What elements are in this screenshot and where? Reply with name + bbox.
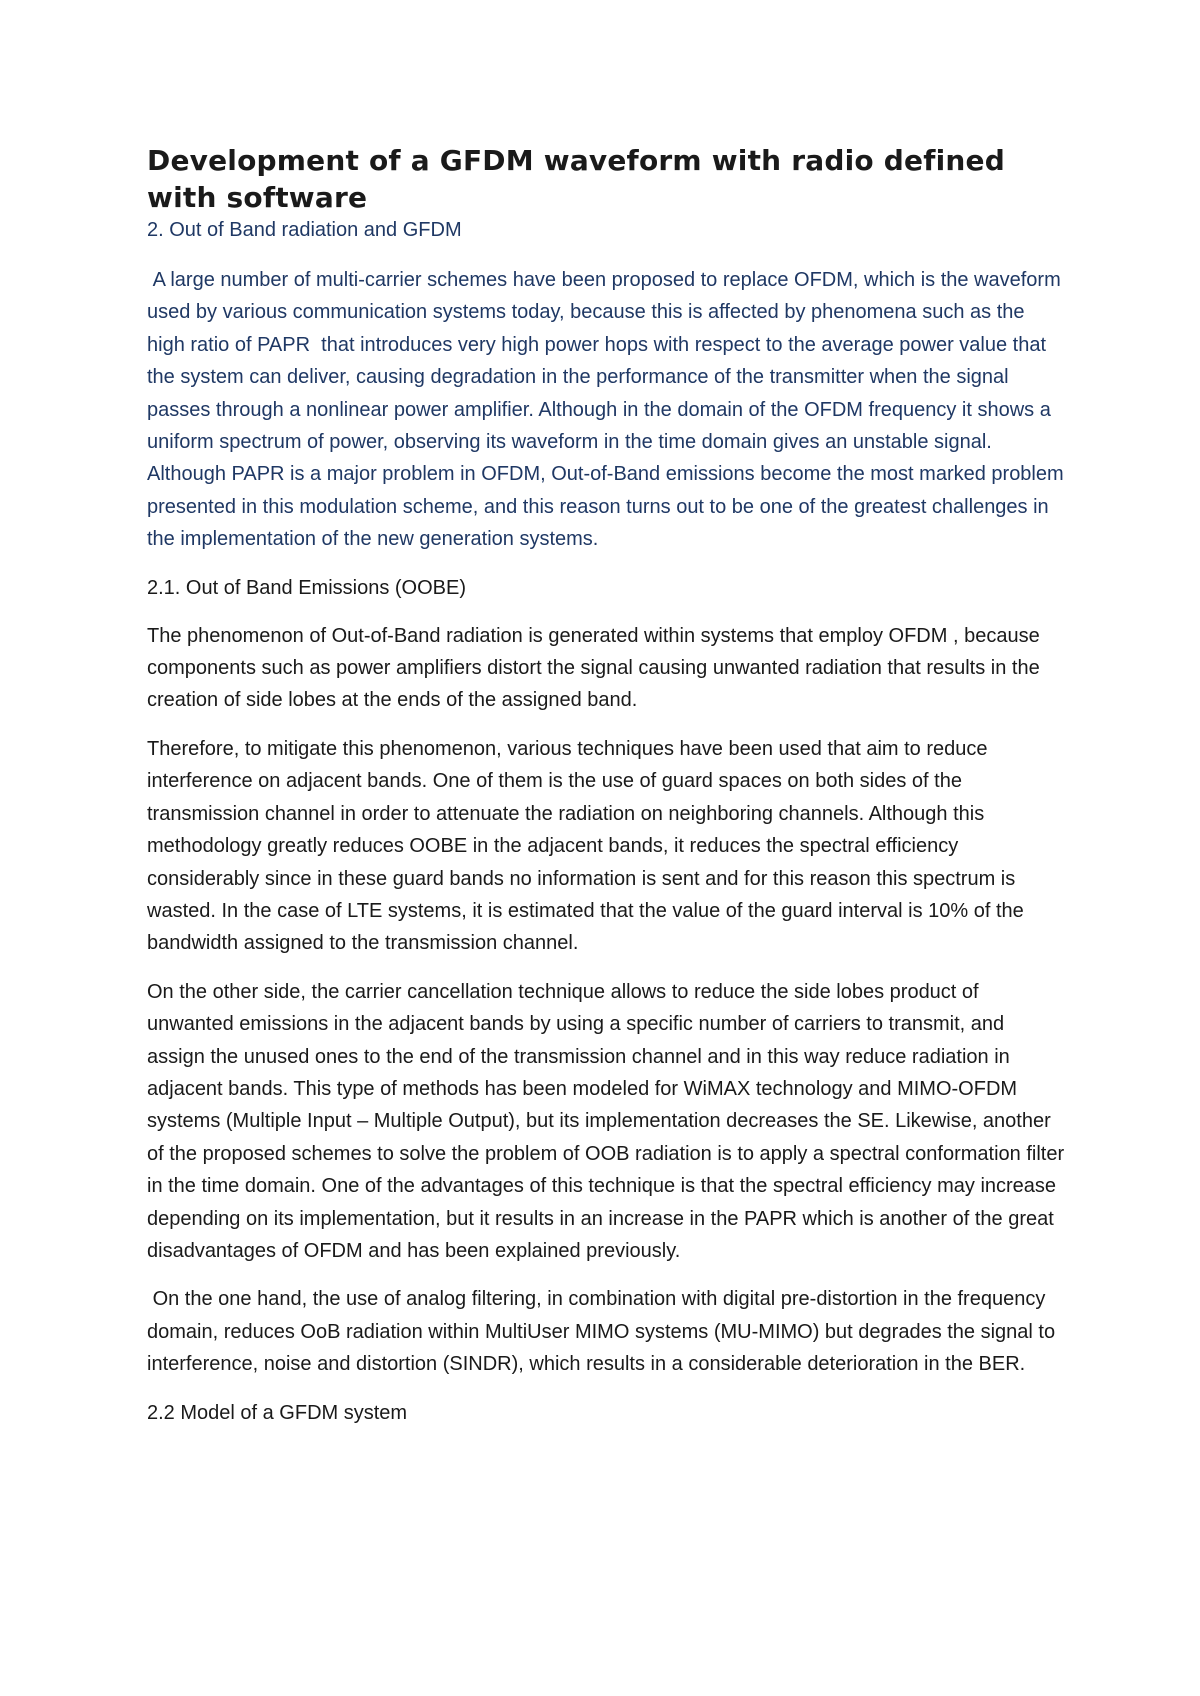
- intro-paragraph: A large number of multi-carrier schemes have been proposed to replace OFDM, which is the waveform used by various communication systems today, because this is affected by phenomena such as the high ratio of PAPR that introduces very high power hops with respect to the average power value that the system can deliver, causing degradation in the performance of the transmitter when the signal passes through a nonlinear power amplifier. Although in the domain of the OFDM frequency it shows a uniform spectrum of power, observing its waveform in the time domain gives an unstable signal. Although PAPR is a major problem in OFDM, Out-of-Band emissions become the most marked problem presented in this modulation scheme, and this reason turns out to be one of the greatest challenges in the implementation of the new generation systems.: [147, 269, 1070, 551]
- section-2-heading: 2. Out of Band radiation and GFDM: [147, 219, 462, 241]
- paragraph-guard-bands: Therefore, to mitigate this phenomenon, various techniques have been used that aim to reduce interference on adjacent bands. One of them is the use of guard spaces on both sides of the transmission channel in order to attenuate the radiation on neighboring channels. Although this methodology greatly reduces OOBE in the adjacent bands, it reduces the spectral efficiency considerably since in these guard bands no information is sent and for this reason this spectrum is wasted. In the case of LTE systems, it is estimated that the value of the guard interval is 10% of the bandwidth assigned to the transmission channel.: [147, 737, 1024, 955]
- paragraph-analog-filtering: On the one hand, the use of analog filtering, in combination with digital pre-distortion in the frequency domain, reduces OoB radiation within MultiUser MIMO systems (MU-MIMO) but degrades the signal to interference, noise and distortion (SINDR), which results in a considerable deterioration in the BER.: [147, 1288, 1061, 1376]
- section-2-1-heading: 2.1. Out of Band Emissions (OOBE): [147, 576, 467, 599]
- document-content: [147, 142, 1070, 1445]
- paragraph-oobe-origin: The phenomenon of Out-of-Band radiation is generated within systems that employ OFDM , because components such as power amplifiers distort the signal causing unwanted radiation that results in the creation of side lobes at the ends of the assigned band.: [147, 624, 1040, 712]
- document-title: Development of a GFDM waveform with radio defined with software: [147, 144, 1005, 214]
- paragraph-carrier-cancellation: On the other side, the carrier cancellation technique allows to reduce the side lobes product of unwanted emissions in the adjacent bands by using a specific number of carriers to transmit, and assign the unused ones to the end of the transmission channel and in this way reduce radiation in adjacent bands. This type of methods has been modeled for WiMAX technology and MIMO-OFDM systems (Multiple Input – Multiple Output), but its implementation decreases the SE. Likewise, another of the proposed schemes to solve the problem of OOB radiation is to apply a spectral conformation filter in the time domain. One of the advantages of this technique is that the spectral efficiency may increase depending on its implementation, but it results in an increase in the PAPR which is another of the great disadvantages of OFDM and has been explained previously.: [147, 980, 1065, 1262]
- section-2-2-heading: 2.2 Model of a GFDM system: [147, 1401, 408, 1424]
